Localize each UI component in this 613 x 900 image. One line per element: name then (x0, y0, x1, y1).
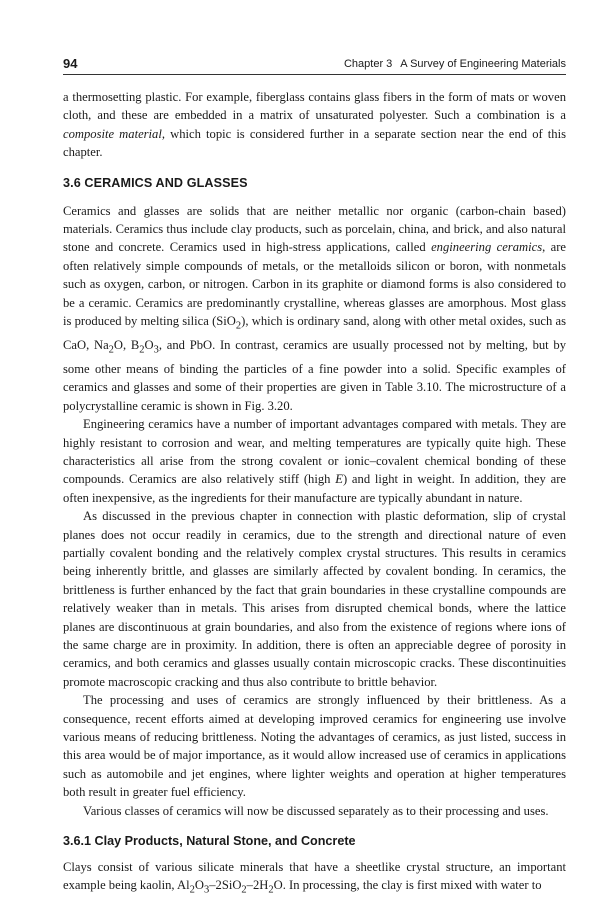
page-number: 94 (63, 56, 78, 71)
body-text (63, 88, 566, 900)
symbol-e: E (335, 472, 343, 487)
subsection-heading: 3.6.1 Clay Products, Natural Stone, and Concrete (63, 834, 356, 849)
term-engineering-ceramics: engineering ceramics (431, 240, 543, 255)
paragraph: Ceramics and glasses are solids that are neither metallic nor organic (carbon-chain based) materials. Ceramics thus include clay products, such as porcelain, china, and brick, and also natural stone and concrete. Ceramics used in high-stress applications, called engineering ceramics, are often relatively simple compounds of metals, or the metalloids silicon or boron, with nonmetals such as oxygen, carbon, or nitrogen. Carbon in its graphite or diamond forms is also considered to be a ceramic. Ceramics are predominantly crystalline, whereas glasses are amorphous. Most glass is produced by melting silica (SiO$_2$), which is ordinary sand, along with other metal oxides, such as CaO, $Na_2O$, $B_2O_3$, and PbO. In contrast, ceramics are usually processed not by melting, but by some other means of binding the particles of a fine powder into a solid. Specific examples of ceramics and glasses and some of their properties are given in Table 3.10. The microstructure of a polycrystalline ceramic is shown in Fig. 3.20. (63, 203, 566, 413)
running-header (63, 52, 566, 75)
running-head (344, 58, 566, 74)
section-heading: 3.6 CERAMICS AND GLASSES (63, 175, 248, 190)
chapter-label: Chapter 3 (343, 58, 393, 70)
paragraph: As discussed in the previous chapter in connection with plastic deformation, slip of crystal planes does not occur readily in ceramics, due to the strength and directional nature of even partially covalent bonding and the relatively complex crystal structures. This results in ceramics being inherently brittle, and glasses are similarly affected by covalent bonding. In ceramics, the brittleness is further enhanced by the fact that grain boundaries in these crystalline compounds are relatively weaker than in metals. This arises from disrupted chemical bonds, where the lattice planes are discontinuous at grain boundaries, and also from the existence of regions where ions of the same charge are in proximity. In addition, there is often an appreciable degree of porosity in ceramics, and both ceramics and glasses usually contain microscopic cracks. These discontinuities promote macroscopic cracking and thus also contribute to brittle behavior. (63, 509, 566, 689)
paragraph: Various classes of ceramics will now be discussed separately as to their processing and uses. (83, 803, 549, 818)
intro-paragraph: a thermosetting plastic. For example, fiberglass contains glass fibers in the form of mats or woven cloth, and these are embedded in a matrix of unsaturated polyester. Such a combination is a composite material, which topic is considered further in a separate section near the end of this chapter. (63, 90, 567, 160)
paragraph: Clays consist of various silicate minerals that have a sheetlike crystal structure, an important example being kaolin, $Al_2O_3-2SiO_2-2H_2O$. In processing, the clay is first mixed with water to (63, 860, 566, 896)
paragraph: The processing and uses of ceramics are strongly influenced by their brittleness. As a consequence, recent efforts aimed at developing improved ceramics for engineering use involve various means of reducing brittleness. Noting the advantages of ceramics, as just listed, success in this area would be of major importance, as it would allow increased use of ceramics in applications such as automobile and jet engines, where lighter weights and operation at higher temperatures both result in greater fuel efficiency. (63, 693, 566, 800)
paragraph: Engineering ceramics have a number of important advantages compared with metals. They are highly resistant to corrosion and wear, and melting temperatures are typically quite high. These characteristics all arise from the strong covalent or ionic–covalent chemical bonding of these compounds. Ceramics are also relatively stiff (high E) and light in weight. In addition, they are often inexpensive, as the ingredients for their manufacture are typically abundant in nature. (63, 417, 566, 505)
chapter-title: A Survey of Engineering Materials (400, 58, 566, 70)
term-composite-material: composite material, (63, 126, 166, 141)
